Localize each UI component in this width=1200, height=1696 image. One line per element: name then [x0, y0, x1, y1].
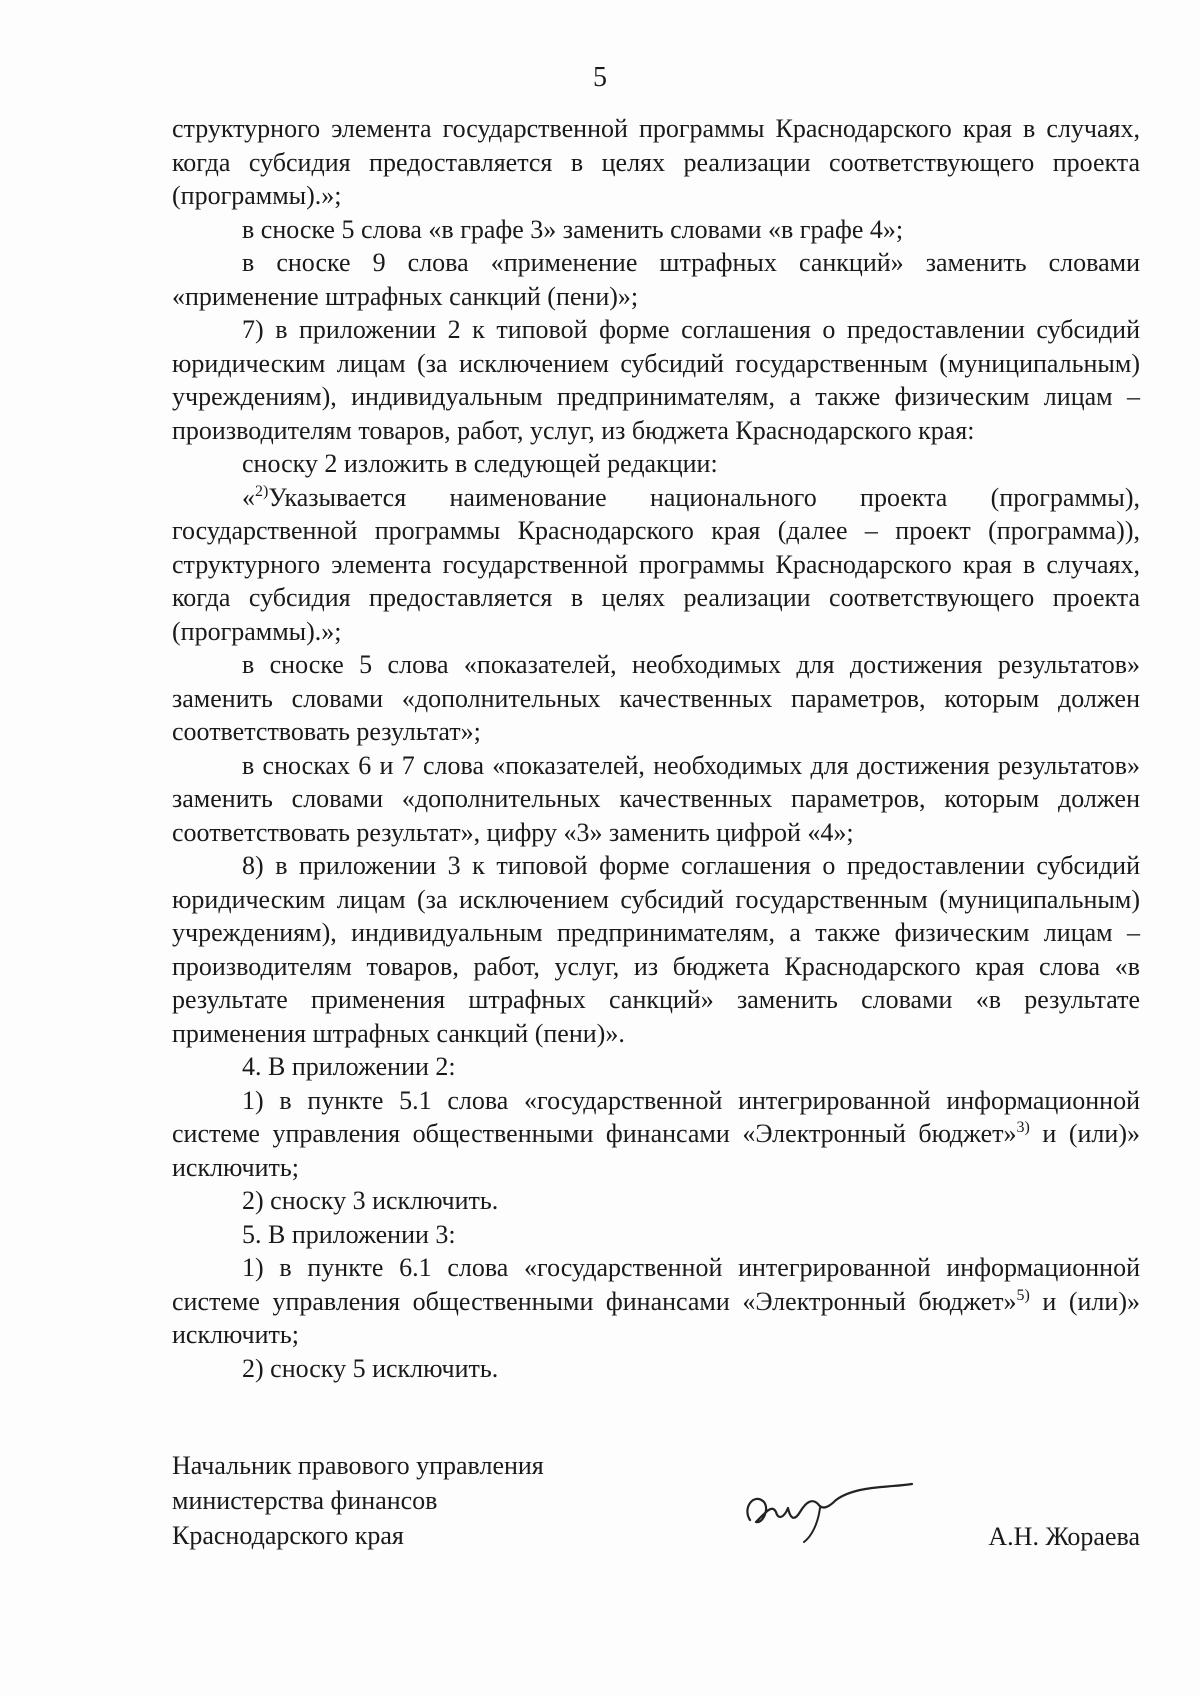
paragraph: структурного элемента государственной программы Краснодарского края в случаях, когда субсидия предоставляется в целях реализации соответствующего проекта (программы).»; — [172, 114, 1140, 210]
paragraph — [172, 481, 1140, 649]
footnote-marker: 5) — [1016, 1286, 1030, 1304]
paragraph — [172, 1084, 1140, 1185]
signatory-name: А.Н. Жораева — [988, 1522, 1140, 1551]
page-number: 5 — [593, 62, 607, 93]
paragraph: 8) в приложении 3 к типовой форме соглашения о предоставлении субсидий юридическим лицам (за исключением субсидий государственным (муниципальным) учреждениям), индивидуальным предпринимателям, а также физическим лицам – производителям товаров, работ, услуг, из бюджета Краснодарского края слова «в результате применения штрафных санкций» заменить словами «в результате применения штрафных санкций (пени)». — [172, 851, 1140, 1048]
paragraph: в сноске 5 слова «показателей, необходимых для достижения результатов» заменить словами «дополнительных качественных параметров, которым должен соответствовать результат»; — [172, 650, 1140, 746]
paragraph: в сноске 9 слова «применение штрафных санкций» заменить словами «применение штрафных санкций (пени)»; — [172, 248, 1140, 311]
signatory-title-line: министерства финансов — [172, 1486, 438, 1515]
footnote-marker: 2) — [255, 482, 269, 500]
paragraph: в сноске 5 слова «в графе 3» заменить словами «в графе 4»; — [242, 214, 904, 244]
signatory-title — [172, 1448, 544, 1553]
paragraph: 2) сноску 5 исключить. — [242, 1353, 499, 1383]
signature-block — [172, 1448, 1140, 1588]
paragraph: сноску 2 изложить в следующей редакции: — [242, 449, 718, 478]
signatory-title-line: Краснодарского края — [172, 1521, 404, 1550]
footnote-marker: 3) — [1016, 1119, 1030, 1136]
paragraph-text-tail: и (или)» исключить; — [172, 1286, 1140, 1349]
paragraph: в сносках 6 и 7 слова «показателей, необходимых для достижения результатов» заменить словами «дополнительных качественных параметров, которым должен соответствовать результат», цифру «3» заменить цифрой «4»; — [172, 750, 1140, 847]
paragraph: 4. В приложении 2: — [242, 1052, 456, 1081]
paragraph-text: 1) в пункте 6.1 слова «государственной интегрированной информационной системе управления общественными финансами «Электронный бюджет» — [172, 1253, 1140, 1316]
document-body — [172, 112, 1140, 1385]
paragraph: 7) в приложении 2 к типовой форме соглашения о предоставлении субсидий юридическим лицам (за исключением субсидий государственным (муниципальным) учреждениям), индивидуальным предпринимателям, а также физическим лицам – производителям товаров, работ, услуг, из бюджета Краснодарского края: — [172, 315, 1140, 445]
opening-quote: « — [242, 482, 255, 512]
handwritten-signature — [732, 1468, 922, 1548]
paragraph: 2) сноску 3 исключить. — [242, 1186, 499, 1215]
paragraph — [172, 1251, 1140, 1352]
signatory-title-line: Начальник правового управления — [172, 1451, 544, 1480]
paragraph-text-tail: и (или)» исключить; — [172, 1119, 1140, 1182]
paragraph-text: 1) в пункте 5.1 слова «государственной интегрированной информационной системе управления общественными финансами «Электронный бюджет» — [172, 1085, 1140, 1148]
paragraph: 5. В приложении 3: — [242, 1219, 456, 1249]
paragraph-text: Указывается наименование национального проекта (программы), государственной программы Краснодарского края (далее – проект (программа)), структурного элемента государственной программы Краснодарского края в случаях, когда субсидия предоставляется в целях реализации соответствующего проекта (программы).»; — [172, 482, 1140, 646]
